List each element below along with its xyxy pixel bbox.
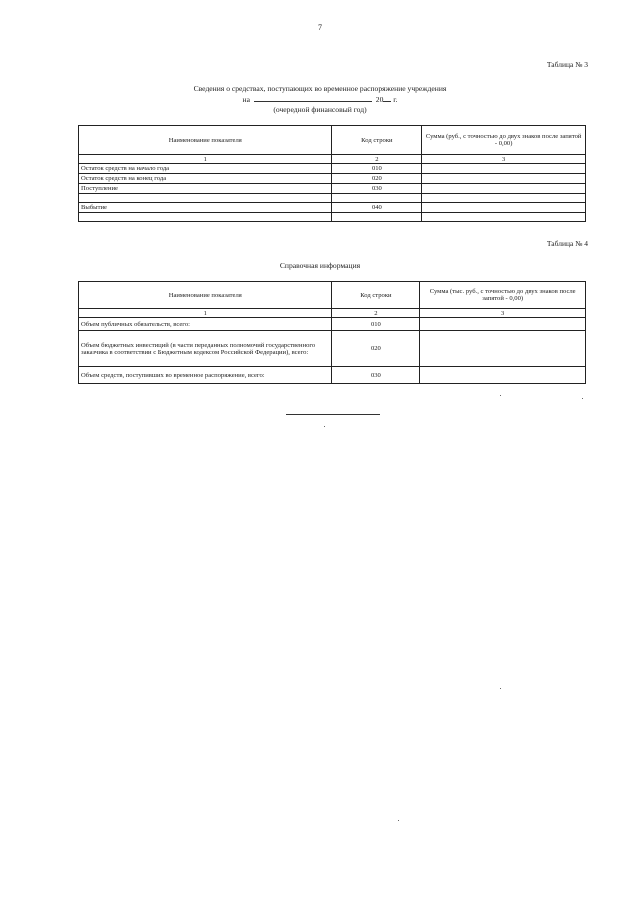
table3-subtitle: (очередной финансовый год) [273, 105, 367, 114]
row-name: Объем публичных обязательств, всего: [79, 318, 332, 331]
table-row [79, 213, 586, 222]
row-code: 020 [332, 174, 422, 184]
scan-speck [582, 398, 583, 399]
table3-year-prefix: 20 [375, 95, 384, 104]
row-sum [422, 213, 586, 222]
header-name: Наименование показателя [79, 126, 332, 155]
header-code: Код строки [332, 282, 420, 309]
row-sum [422, 194, 586, 203]
row-code: 030 [332, 184, 422, 194]
scan-speck [500, 688, 501, 689]
table3-header-row [79, 126, 586, 155]
closing-rule [286, 414, 380, 415]
row-name: Остаток средств на конец года [79, 174, 332, 184]
col-number: 3 [420, 309, 586, 318]
col-number: 2 [332, 155, 422, 164]
row-name: Объем средств, поступивших во временное распоряжение, всего: [79, 367, 332, 384]
date-blank-field [254, 94, 372, 102]
row-name [79, 213, 332, 222]
row-code: 010 [332, 164, 422, 174]
table3-title: Сведения о средствах, поступающих во временное распоряжение учреждения [193, 84, 447, 93]
row-name: Объем бюджетных инвестиций (в части переданных полномочий государственного заказчика в соответствии с Бюджетным кодексом Российской Федерации), всего: [79, 331, 332, 367]
col-number: 3 [422, 155, 586, 164]
row-sum [420, 331, 586, 367]
row-name [79, 194, 332, 203]
table-row [79, 367, 586, 384]
row-sum [420, 318, 586, 331]
page-number: 7 [318, 23, 322, 32]
table3 [78, 125, 586, 222]
table-row [79, 331, 586, 367]
table-row [79, 318, 586, 331]
table3-label: Таблица № 3 [546, 60, 588, 69]
col-number: 2 [332, 309, 420, 318]
table4-header-row [79, 282, 586, 309]
row-sum [422, 203, 586, 213]
row-name: Поступление [79, 184, 332, 194]
scan-speck [500, 395, 501, 396]
col-number: 1 [79, 309, 332, 318]
table4-label: Таблица № 4 [546, 239, 588, 248]
table3-date-line [0, 94, 640, 105]
row-code [332, 213, 422, 222]
row-sum [420, 367, 586, 384]
table-row [79, 164, 586, 174]
table3-year-suffix: г. [393, 95, 398, 104]
row-code: 030 [332, 367, 420, 384]
scan-speck [324, 426, 325, 427]
table-row [79, 184, 586, 194]
table4-colnum-row [79, 309, 586, 318]
table3-colnum-row [79, 155, 586, 164]
table-row [79, 203, 586, 213]
row-code: 040 [332, 203, 422, 213]
col-number: 1 [79, 155, 332, 164]
header-code: Код строки [332, 126, 422, 155]
row-code: 010 [332, 318, 420, 331]
row-code: 020 [332, 331, 420, 367]
row-name: Остаток средств на начало года [79, 164, 332, 174]
header-name: Наименование показателя [79, 282, 332, 309]
row-sum [422, 184, 586, 194]
table3-na: на [242, 95, 250, 104]
header-sum: Сумма (руб., с точностью до двух знаков после запятой - 0,00) [422, 126, 586, 155]
row-sum [422, 174, 586, 184]
table3-heading [0, 84, 640, 115]
header-sum: Сумма (тыс. руб., с точностью до двух знаков после запятой - 0,00) [420, 282, 586, 309]
row-sum [422, 164, 586, 174]
table4-title: Справочная информация [279, 261, 361, 270]
scan-speck [398, 820, 399, 821]
year-blank-field [383, 94, 391, 102]
table-row [79, 174, 586, 184]
row-code [332, 194, 422, 203]
table-row [79, 194, 586, 203]
row-name: Выбытие [79, 203, 332, 213]
table4 [78, 281, 586, 384]
